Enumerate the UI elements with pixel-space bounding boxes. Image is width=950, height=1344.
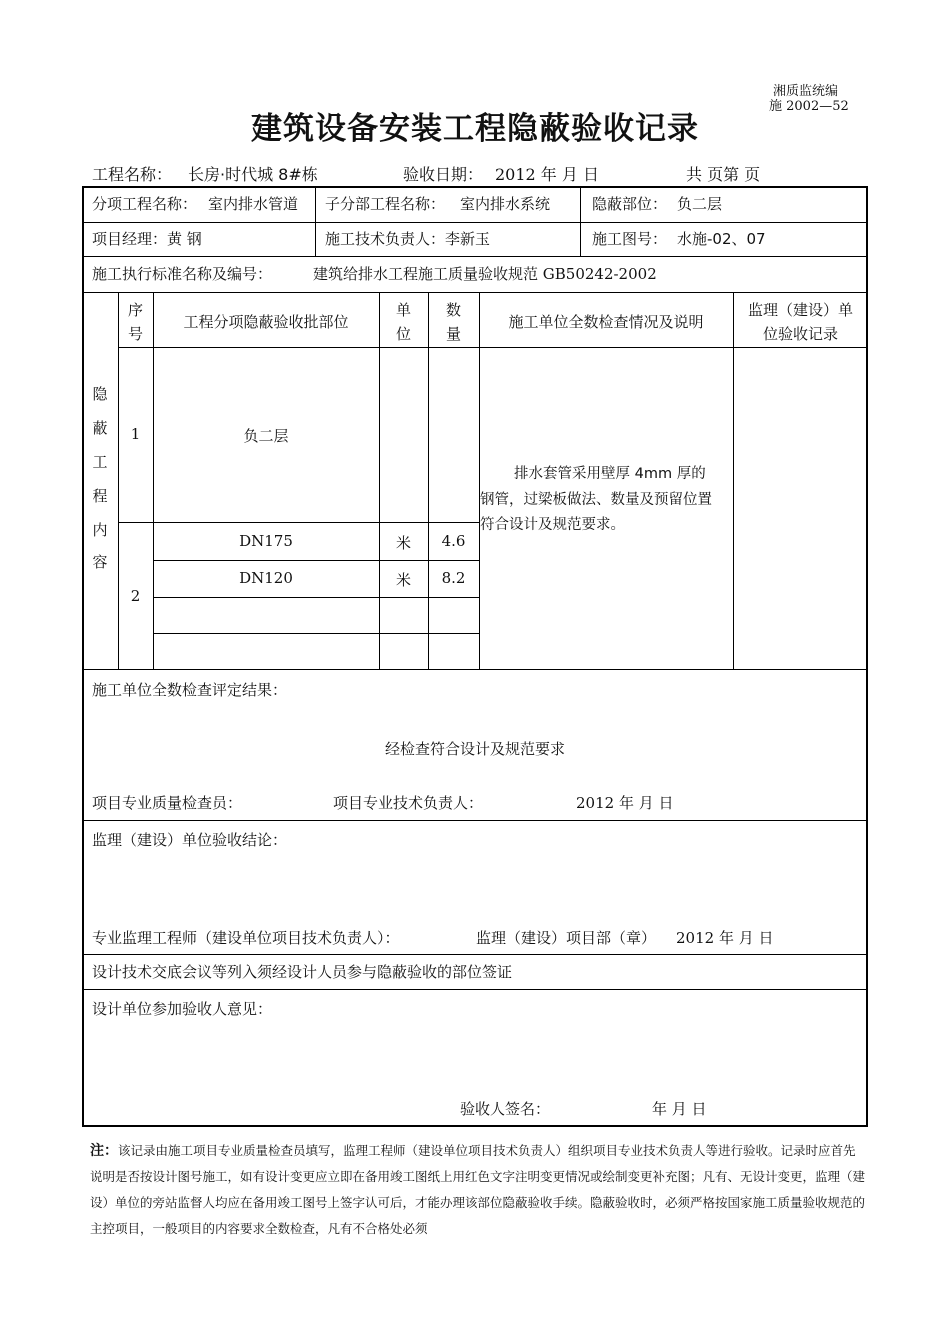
side-char: 工	[92, 453, 108, 471]
side-char: 内	[92, 521, 108, 539]
quality-inspector-label: 项目专业质量检查员：	[92, 794, 243, 812]
page-title: 建筑设备安装工程隐蔽验收记录	[251, 111, 699, 147]
result-value: 经检查符合设计及规范要求	[384, 740, 565, 758]
side-char: 程	[92, 487, 108, 505]
result-date: 2012 年 月 日	[576, 794, 674, 812]
col-divider	[428, 292, 429, 669]
row-part: DN120	[239, 569, 293, 587]
col-divider	[379, 292, 380, 669]
col-supervision-header: 监理（建设）单	[747, 301, 853, 319]
col-seq-header: 号	[127, 325, 143, 343]
row-divider	[118, 522, 479, 523]
row-divider	[153, 560, 479, 561]
row-qty: 4.6	[441, 532, 466, 550]
supervision-engineer-label: 专业监理工程师（建设单位项目技术负责人）：	[92, 929, 400, 947]
side-char: 蔽	[92, 419, 108, 437]
col-part-header: 工程分项隐蔽验收批部位	[183, 313, 349, 331]
row-seq: 1	[130, 425, 141, 443]
hidden-part-value: 负二层	[677, 195, 723, 213]
row-divider	[118, 347, 868, 348]
col-supervision-header: 位验收记录	[762, 325, 838, 343]
footnote-prefix: 注：	[90, 1143, 118, 1159]
form-code-line1: 湘质监统编	[773, 84, 839, 99]
check-desc-line: 钢管，过梁板做法、数量及预留位置	[480, 492, 712, 508]
col-seq-header: 序	[127, 301, 143, 319]
sub-item-label: 分项工程名称：	[92, 195, 198, 213]
supervision-date: 2012 年 月 日	[676, 929, 774, 947]
standard-label: 施工执行标准名称及编号：	[92, 265, 273, 283]
sub-division-value: 室内排水系统	[460, 195, 551, 213]
row-divider	[82, 954, 868, 955]
check-desc-line: 符合设计及规范要求。	[480, 517, 625, 533]
supervision-dept-label: 监理（建设）项目部（章）	[476, 929, 657, 947]
row-part: DN175	[239, 532, 293, 550]
design-opinion-label: 设计单位参加验收人意见：	[92, 1000, 273, 1018]
row-seq: 2	[130, 587, 141, 605]
project-name-value: 长房·时代城 8#栋	[188, 165, 318, 184]
hidden-part-label: 隐蔽部位：	[592, 195, 668, 213]
project-manager: 项目经理：黄 钢	[92, 230, 202, 248]
page-count: 共 页第 页	[686, 165, 761, 184]
row-divider	[82, 989, 868, 990]
sub-item-value: 室内排水管道	[208, 195, 299, 213]
row-divider	[82, 222, 868, 223]
col-divider	[479, 292, 480, 669]
row-divider	[153, 633, 479, 634]
project-name-label: 工程名称：	[92, 165, 173, 184]
supervision-label: 监理（建设）单位验收结论：	[92, 831, 288, 849]
col-divider	[315, 186, 316, 256]
row-part: 负二层	[243, 427, 289, 445]
date-label: 验收日期：	[403, 165, 484, 184]
col-divider	[580, 186, 581, 256]
col-divider	[153, 292, 154, 669]
row-divider	[82, 669, 868, 670]
row-divider	[82, 292, 868, 293]
form-code-line2: 施 2002—52	[769, 99, 849, 114]
tech-lead-sign-label: 项目专业技术负责人：	[333, 794, 484, 812]
row-unit: 米	[395, 571, 411, 589]
col-divider	[118, 292, 119, 669]
col-unit-header: 单	[395, 301, 411, 319]
col-qty-header: 数	[445, 301, 461, 319]
row-divider	[153, 597, 479, 598]
result-label: 施工单位全数检查评定结果：	[92, 681, 288, 699]
drawing-label: 施工图号：	[592, 230, 668, 248]
row-unit: 米	[395, 534, 411, 552]
footnote	[90, 1138, 865, 1242]
col-divider	[733, 292, 734, 669]
drawing-value: 水施-02、07	[677, 230, 766, 248]
col-check-header: 施工单位全数检查情况及说明	[508, 313, 704, 331]
design-date: 年 月 日	[652, 1100, 707, 1118]
design-signer-label: 验收人签名：	[460, 1100, 551, 1118]
row-qty: 8.2	[441, 569, 466, 587]
footnote-text: 该记录由施工项目专业质量检查员填写，监理工程师（建设单位项目技术负责人）组织项目专业技术负责人等进行验收。记录时应首先说明是否按设计图号施工，如有设计变更应立即在备用竣工图纸上用红色文字注明变更情况或绘制变更补充图；凡有、无设计变更，监理（建设）单位的旁站监督人均应在备用竣工图号上签字认可后，才能办理该部位隐蔽验收手续。隐蔽验收时，必须严格按国家施工质量验收规范的主控项目，一般项目的内容要求全数检查，凡有不合格处必须	[90, 1143, 866, 1236]
col-qty-header: 量	[445, 325, 461, 343]
side-char: 隐	[92, 385, 108, 403]
col-unit-header: 位	[395, 325, 411, 343]
row-divider	[82, 820, 868, 821]
check-desc-line: 排水套管采用壁厚 4mm 厚的	[514, 466, 706, 482]
side-char: 容	[92, 553, 108, 571]
row-divider	[82, 256, 868, 257]
date-value: 2012 年 月 日	[495, 165, 599, 184]
sub-division-label: 子分部工程名称：	[325, 195, 446, 213]
tech-lead: 施工技术负责人：李新玉	[325, 230, 491, 248]
design-sign-note: 设计技术交底会议等列入须经设计人员参与隐蔽验收的部位签证	[92, 963, 513, 981]
standard-value: 建筑给排水工程施工质量验收规范 GB50242-2002	[313, 265, 657, 283]
